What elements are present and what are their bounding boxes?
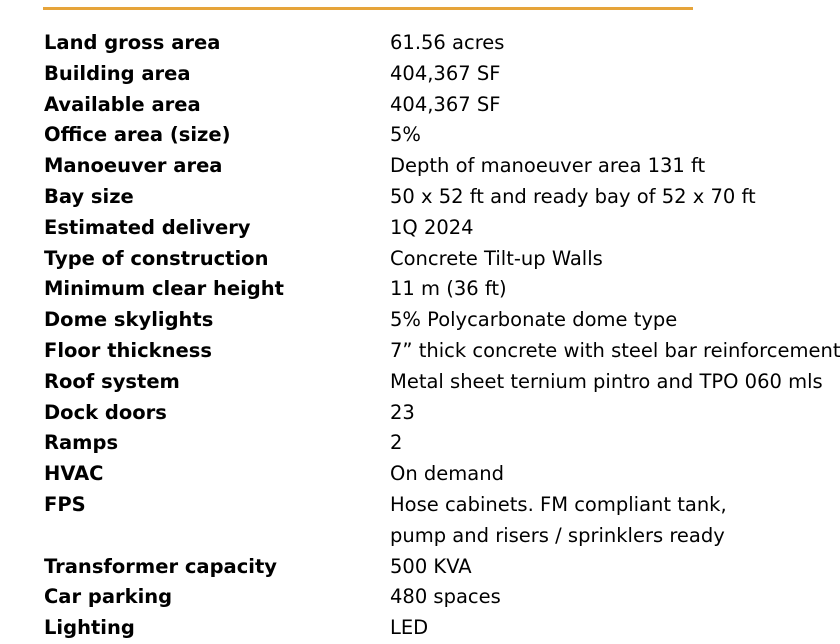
- spec-value: [390, 244, 603, 275]
- spec-row: [0, 244, 840, 275]
- top-divider: [43, 7, 693, 10]
- spec-value: [390, 182, 756, 213]
- spec-row: [0, 28, 840, 59]
- spec-label: Ramps: [44, 431, 119, 455]
- spec-label: Dome skylights: [44, 308, 214, 332]
- spec-label: Minimum clear height: [44, 277, 284, 301]
- spec-value-line: 404,367 SF: [390, 61, 501, 85]
- spec-value-line: Concrete Tilt-up Walls: [390, 246, 603, 270]
- spec-row: [0, 59, 840, 90]
- spec-row: [0, 428, 840, 459]
- spec-value: [390, 613, 428, 644]
- spec-value-line: 5%: [390, 123, 421, 147]
- spec-label: FPS: [44, 492, 86, 516]
- spec-value-line: 500 KVA: [390, 554, 472, 578]
- spec-row: [0, 213, 840, 244]
- spec-label: Building area: [44, 61, 191, 85]
- spec-label: Lighting: [44, 616, 135, 640]
- spec-label: Transformer capacity: [44, 554, 277, 578]
- spec-row: [0, 367, 840, 398]
- spec-row: [0, 490, 840, 552]
- spec-value: [390, 490, 727, 552]
- spec-value: [390, 305, 677, 336]
- spec-label: Floor thickness: [44, 338, 212, 362]
- spec-row: [0, 120, 840, 151]
- spec-row: [0, 459, 840, 490]
- spec-value-line: 5% Polycarbonate dome type: [390, 308, 678, 332]
- spec-label: Dock doors: [44, 400, 167, 424]
- spec-label: Car parking: [44, 585, 173, 609]
- spec-value: [390, 90, 500, 121]
- spec-label: Manoeuver area: [44, 154, 223, 178]
- spec-value: [390, 336, 840, 367]
- spec-value: [390, 552, 472, 583]
- spec-label: Bay size: [44, 184, 134, 208]
- spec-row: [0, 305, 840, 336]
- spec-row: [0, 398, 840, 429]
- spec-row: [0, 582, 840, 613]
- spec-value: [390, 274, 507, 305]
- spec-value-line: On demand: [390, 462, 504, 486]
- specifications-table: [0, 28, 840, 644]
- spec-row: [0, 336, 840, 367]
- spec-label: Land gross area: [44, 31, 221, 54]
- spec-label: HVAC: [44, 462, 104, 486]
- spec-row: [0, 274, 840, 305]
- spec-value-line: 50 x 52 ft and ready bay of 52 x 70 ft: [390, 184, 756, 208]
- spec-row: [0, 151, 840, 182]
- spec-label: Type of construction: [44, 246, 269, 270]
- spec-label: Available area: [44, 92, 201, 116]
- spec-value: [390, 398, 415, 429]
- spec-value-line: 11 m (36 ft): [390, 277, 507, 301]
- spec-value-line: 23: [390, 400, 415, 424]
- spec-value-line: Depth of manoeuver area 131 ft: [390, 154, 706, 178]
- spec-value-line: Metal sheet ternium pintro and TPO 060 mls: [390, 369, 823, 393]
- spec-value: [390, 459, 504, 490]
- spec-label: Office area (size): [44, 123, 231, 147]
- spec-row: [0, 90, 840, 121]
- spec-value-line: LED: [390, 616, 429, 640]
- spec-value-line: pump and risers / sprinklers ready: [390, 523, 725, 547]
- spec-value: [390, 367, 823, 398]
- spec-row: [0, 552, 840, 583]
- spec-value-line: Hose cabinets. FM compliant tank,: [390, 492, 727, 516]
- spec-label: Estimated delivery: [44, 215, 251, 239]
- spec-value-line: 2: [390, 431, 403, 455]
- spec-value-line: 404,367 SF: [390, 92, 501, 116]
- spec-value-line: 1Q 2024: [390, 215, 474, 239]
- spec-value-line: 480 spaces: [390, 585, 501, 609]
- spec-value: [390, 428, 402, 459]
- spec-value: [390, 120, 421, 151]
- spec-value: [390, 59, 500, 90]
- spec-value: [390, 582, 501, 613]
- spec-row: [0, 613, 840, 644]
- spec-value: [390, 151, 705, 182]
- spec-value: [390, 28, 504, 59]
- spec-label: Roof system: [44, 369, 180, 393]
- spec-value-line: 61.56 acres: [390, 31, 505, 54]
- spec-value-line: 7” thick concrete with steel bar reinforcement: [390, 338, 840, 362]
- spec-row: [0, 182, 840, 213]
- spec-value: [390, 213, 474, 244]
